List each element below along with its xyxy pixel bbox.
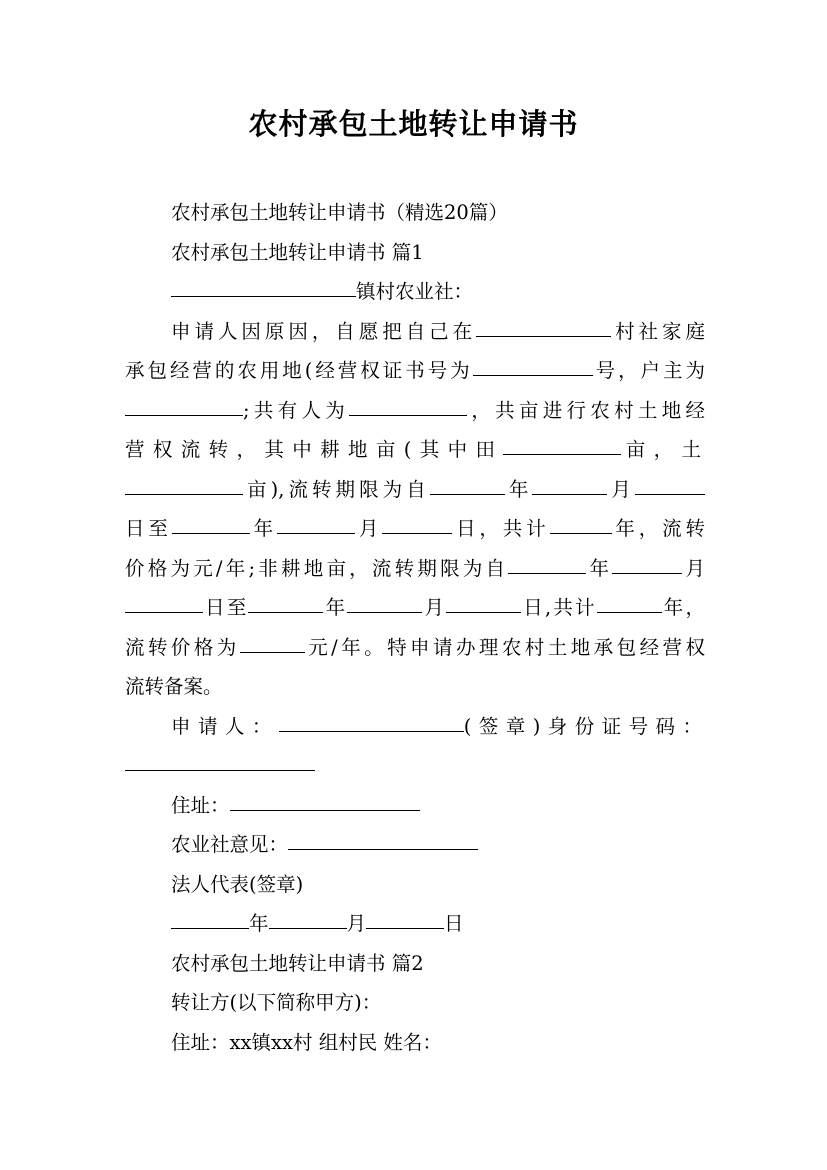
blank-field — [550, 532, 612, 534]
text-segment: 年 — [586, 556, 613, 580]
blank-field — [125, 769, 315, 771]
blank-field — [430, 493, 505, 495]
blank-field — [476, 335, 611, 337]
blank-field — [382, 532, 452, 534]
applicant-label: 申请人： — [171, 714, 279, 738]
blank-field — [230, 809, 420, 811]
document-title: 农村承包土地转让申请书 — [248, 107, 579, 141]
paragraph-line — [125, 470, 705, 510]
text-segment: 日至 — [203, 596, 249, 619]
blank-field — [248, 611, 323, 613]
paragraph-line — [125, 312, 705, 352]
text-segment: 流转备案。 — [125, 675, 223, 698]
blank-field — [597, 611, 662, 613]
blank-field — [125, 414, 243, 416]
addressee-suffix: 镇村农业社： — [356, 280, 474, 303]
legal-rep-line: 法人代表(签章) — [171, 872, 304, 896]
coop-opinion-label: 农业社意见： — [171, 833, 289, 856]
text-segment: 价格为元/年;非耕地亩，流转期限为自 — [125, 556, 509, 580]
blank-field — [347, 611, 422, 613]
text-segment: 亩),流转期限为自 — [243, 477, 430, 501]
applicant-sign-idcard: (签章)身份证号码： — [463, 714, 705, 738]
blank-field — [171, 295, 356, 297]
blank-field — [240, 651, 305, 653]
paragraph-line — [125, 509, 705, 549]
blank-field — [503, 453, 621, 455]
paragraph-line — [125, 351, 705, 391]
piece-2-heading: 农村承包土地转让申请书 篇2 — [171, 951, 424, 975]
text-segment: 年 — [249, 912, 269, 935]
text-segment: 日 — [444, 912, 464, 935]
blank-field — [172, 532, 250, 534]
paragraph-line — [125, 628, 705, 668]
blank-field — [279, 730, 464, 732]
blank-field — [171, 927, 249, 929]
date-line — [125, 904, 705, 944]
blank-field — [532, 493, 607, 495]
blank-field — [349, 414, 467, 416]
subtitle: 农村承包土地转让申请书（精选20篇） — [171, 201, 508, 224]
text-segment: 日至 — [125, 517, 172, 540]
coop-opinion-line — [125, 825, 705, 865]
blank-field — [508, 572, 586, 574]
text-segment: 月 — [346, 912, 367, 935]
text-segment: 流转价格为 — [125, 635, 240, 659]
text-segment: 村社家庭 — [611, 319, 705, 343]
text-segment: ;共有人为 — [243, 398, 350, 422]
text-segment: 号，户主为 — [592, 359, 705, 382]
paragraph-line — [125, 391, 705, 431]
transferor-address-line: 住址：xx镇xx村 组村民 姓名： — [171, 1030, 442, 1054]
text-segment: 年 — [323, 596, 348, 619]
blank-field — [125, 493, 243, 495]
idcard-line — [125, 746, 705, 786]
text-segment: 月 — [607, 477, 635, 501]
piece-1-heading: 农村承包土地转让申请书 篇1 — [171, 240, 424, 264]
addressee-line — [125, 272, 705, 312]
document-body — [125, 193, 705, 1062]
text-segment: 月 — [682, 556, 705, 580]
blank-field — [473, 374, 593, 376]
text-segment: 日，共计 — [452, 517, 550, 540]
text-segment: 月 — [422, 596, 447, 619]
text-segment: 日,共计 — [521, 596, 597, 619]
address-label: 住址： — [171, 793, 230, 817]
blank-field — [269, 927, 347, 929]
text-segment: 月 — [354, 517, 383, 540]
text-segment: 年 — [249, 517, 277, 540]
text-segment: ，共亩进行农村土地经 — [467, 398, 705, 422]
text-segment: 年， — [661, 596, 705, 619]
transferor-line: 转让方(以下简称甲方)： — [171, 991, 382, 1014]
applicant-line — [125, 707, 705, 747]
paragraph-line — [125, 430, 705, 470]
text-segment: 年，流转 — [611, 517, 705, 540]
paragraph-line — [125, 667, 705, 707]
blank-field — [125, 611, 203, 613]
text-segment: 承包经营的农用地(经营权证书号为 — [125, 359, 473, 382]
address-line — [125, 786, 705, 826]
text-segment: 年 — [504, 477, 533, 501]
text-segment: 申请人因原因，自愿把自己在 — [171, 319, 477, 343]
blank-field — [635, 493, 705, 495]
blank-field — [446, 611, 521, 613]
text-segment: 营权流转，其中耕地亩(其中田 — [125, 438, 504, 461]
paragraph-line — [125, 588, 705, 628]
blank-field — [366, 927, 444, 929]
blank-field — [277, 532, 355, 534]
text-segment: 元/年。特申请办理农村土地承包经营权 — [304, 635, 705, 659]
blank-field — [612, 572, 682, 574]
text-segment: 亩，土 — [621, 438, 705, 461]
paragraph-line — [125, 549, 705, 589]
blank-field — [288, 848, 478, 850]
